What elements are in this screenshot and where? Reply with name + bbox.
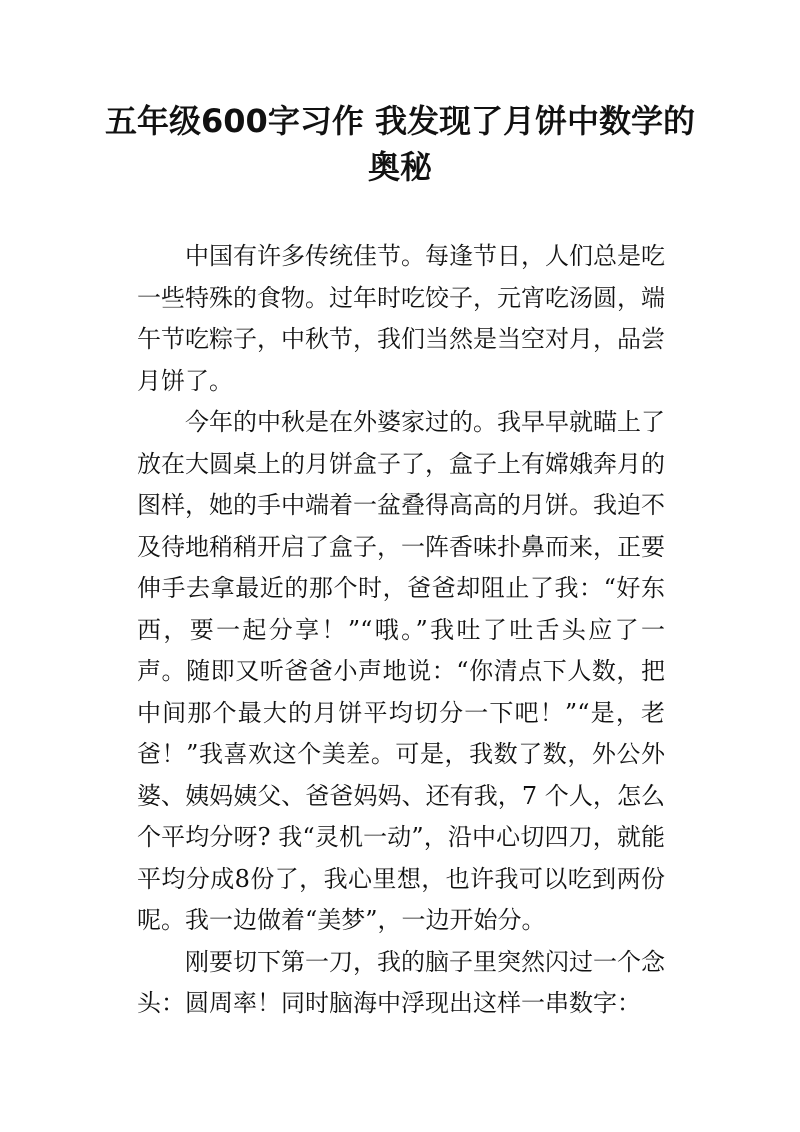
document-body	[137, 236, 665, 1025]
document-title: 五年级600字习作 我发现了月饼中数学的奥秘	[105, 102, 695, 186]
paragraph-2: 今年的中秋是在外婆家过的。我早早就瞄上了放在大圆桌上的月饼盒子了，盒子上有嫦娥奔月的图样，她的手中端着一盆叠得高高的月饼。我迫不及待地稍稍开启了盒子，一阵香味扑鼻而来，正要伸手去拿最近的那个时，爸爸却阻止了我：“好东西，要一起分享！”“哦。”我吐了吐舌头应了一声。随即又听爸爸小声地说：“你清点下人数，把中间那个最大的月饼平均切分一下吧！”“是，老爸！”我喜欢这个美差。可是，我数了数，外公外婆、姨妈姨父、爸爸妈妈、还有我，7 个人，怎么个平均分呀? 我“灵机一动”，沿中心切四刀，就能平均分成8份了，我心里想，也许我可以吃到两份呢。我一边做着“美梦”，一边开始分。	[137, 408, 665, 934]
paragraph-1: 中国有许多传统佳节。每逢节日，人们总是吃一些特殊的食物。过年时吃饺子，元宵吃汤圆，端午节吃粽子，中秋节，我们当然是当空对月，品尝月饼了。	[137, 242, 665, 395]
paragraph-3: 刚要切下第一刀，我的脑子里突然闪过一个念头：圆周率！同时脑海中浮现出这样一串数字：	[137, 947, 665, 1017]
